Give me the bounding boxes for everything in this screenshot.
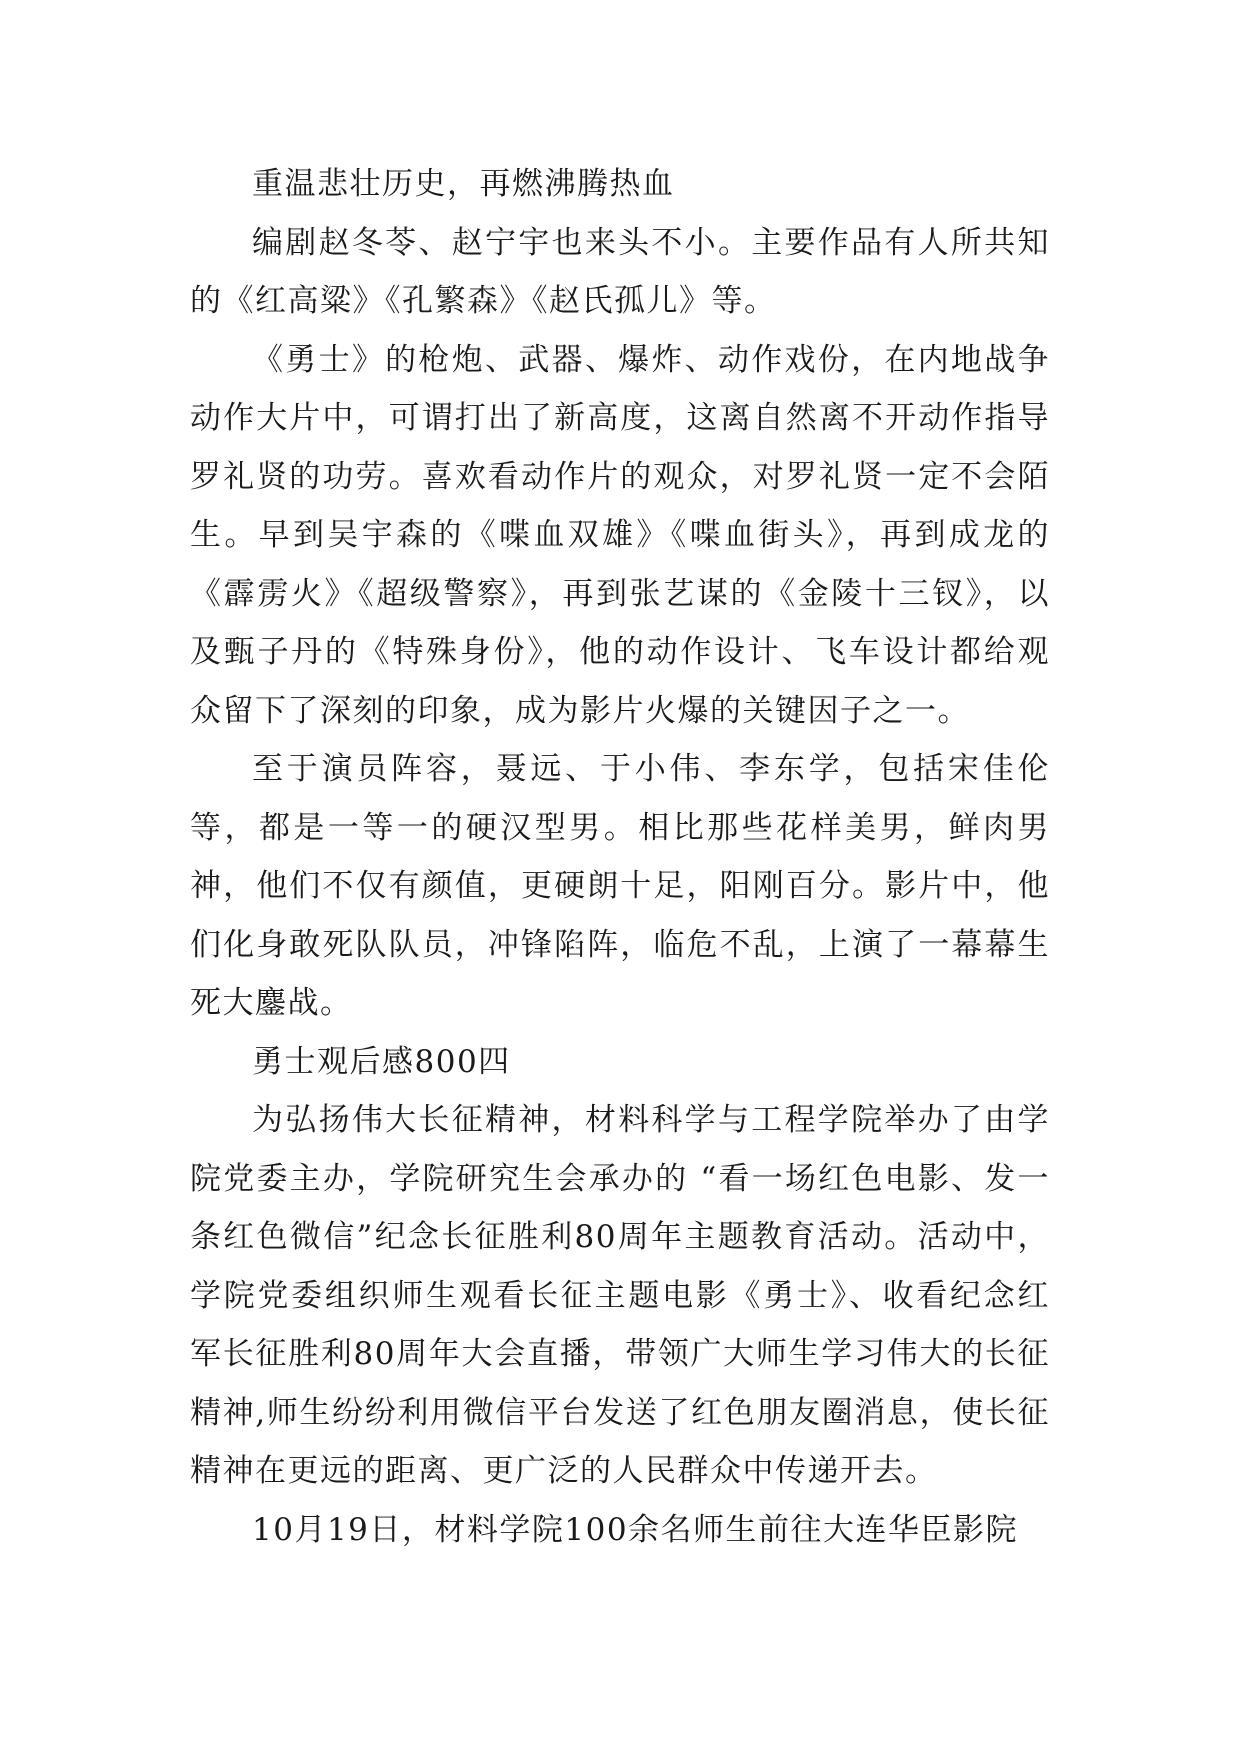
paragraph: 至于演员阵容，聂远、于小伟、李东学，包括宋佳伦等，都是一等一的硬汉型男。相比那些花样美男，鲜肉男神，他们不仅有颜值，更硬朗十足，阳刚百分。影片中，他们化身敢死队队员，冲锋陷阵，临危不乱，上演了一幕幕生死大鏖战。 xyxy=(190,751,1050,1021)
paragraph: 《勇士》的枪炮、武器、爆炸、动作戏份，在内地战争动作大片中，可谓打出了新高度，这离自然离不开动作指导罗礼贤的功劳。喜欢看动作片的观众，对罗礼贤一定不会陌生。早到吴宇森的《喋血双雄》《喋血街头》，再到成龙的《霹雳火》《超级警察》，再到张艺谋的《金陵十三钗》，以及甄子丹的《特殊身份》，他的动作设计、飞车设计都给观众留下了深刻的印象，成为影片火爆的关键因子之一。 xyxy=(190,341,1050,729)
paragraph: 为弘扬伟大长征精神，材料科学与工程学院举办了由学院党委主办，学院研究生会承办的 “看一场红色电影、发一条红色微信”纪念长征胜利80周年主题教育活动。活动中，学院党委组织师生观看长征主题电影《勇士》、收看纪念红军长征胜利80周年大会直播，带领广大师生学习伟大的长征精神,师生纷纷利用微信平台发送了红色朋友圈消息，使长征精神在更远的距离、更广泛的人民群众中传递开去。 xyxy=(190,1102,1050,1489)
paragraph: 10月19日，材料学院100余名师生前往大连华臣影院 xyxy=(252,1511,1019,1548)
paragraph: 编剧赵冬苓、赵宁宇也来头不小。主要作品有人所共知的《红高粱》《孔繁森》《赵氏孤儿》等。 xyxy=(190,224,1050,319)
document-body xyxy=(190,155,1050,1559)
section-heading: 重温悲壮历史，再燃沸腾热血 xyxy=(252,166,675,202)
section-heading: 勇士观后感800四 xyxy=(252,1043,511,1080)
